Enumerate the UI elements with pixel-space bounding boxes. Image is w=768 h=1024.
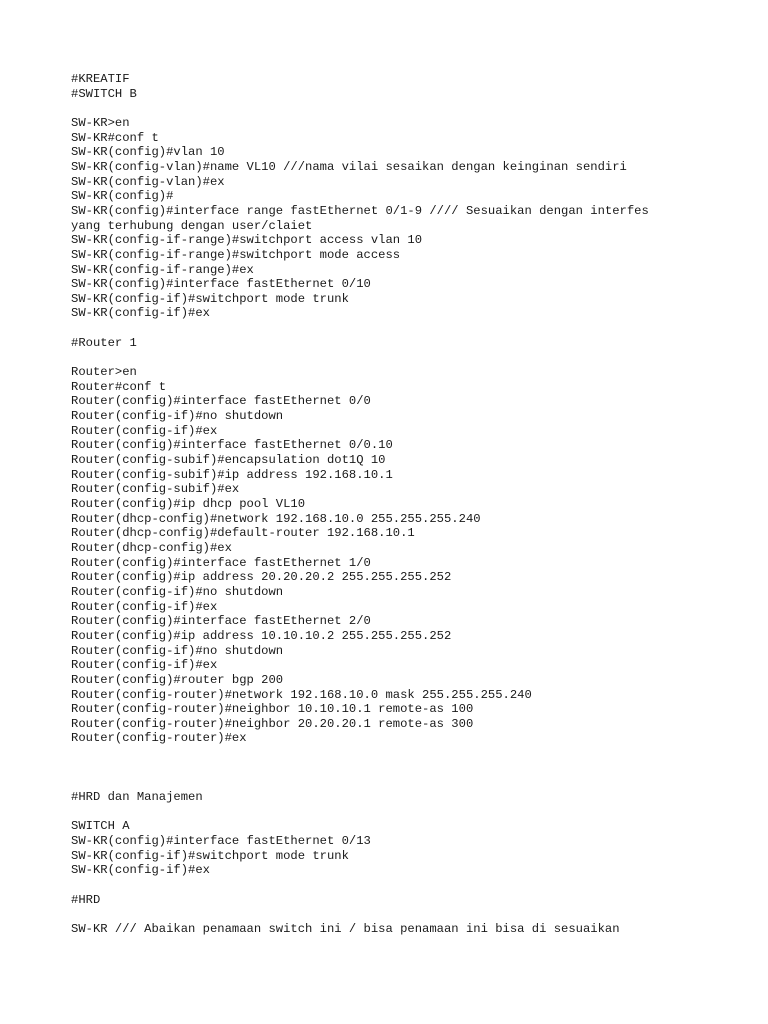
text-line: Router(config-if)#no shutdown <box>71 409 284 424</box>
text-line: SW-KR /// Abaikan penamaan switch ini / bisa penamaan ini bisa di sesuaikan <box>71 921 620 936</box>
text-line: Router(config-router)#neighbor 20.20.20.1 remote-as 300 <box>71 716 474 731</box>
text-line: Router(config)#ip address 10.10.10.2 255.255.255.252 <box>71 628 452 643</box>
text-line: Router(config-router)#network 192.168.10.0 mask 255.255.255.240 <box>71 687 532 702</box>
text-line <box>71 805 751 820</box>
text-line <box>71 878 751 893</box>
text-line <box>71 321 751 336</box>
text-line <box>71 907 751 922</box>
text-line: SW-KR(config-if-range)#switchport mode access <box>71 247 401 262</box>
document-page <box>71 72 751 937</box>
text-line: SW-KR(config)#vlan 10 <box>71 145 225 160</box>
text-line: #HRD <box>71 892 101 907</box>
text-line: Router#conf t <box>71 379 167 394</box>
text-line: SW-KR(config-if)#ex <box>71 863 210 878</box>
text-line: Router(dhcp-config)#network 192.168.10.0 255.255.255.240 <box>71 511 481 526</box>
text-line <box>71 350 751 365</box>
text-line: SW-KR(config-if-range)#switchport access vlan 10 <box>71 233 423 248</box>
text-line: SW-KR(config)#interface range fastEthernet 0/1-9 //// Sesuaikan dengan interfes <box>71 203 649 218</box>
text-line: SW-KR(config-vlan)#ex <box>71 174 225 189</box>
text-line <box>71 761 751 776</box>
text-line: SW-KR(config-vlan)#name VL10 ///nama vilai sesaikan dengan keinginan sendiri <box>71 159 627 174</box>
text-line: Router(config)#interface fastEthernet 1/0 <box>71 555 371 570</box>
text-line: SW-KR(config)#interface fastEthernet 0/13 <box>71 834 371 849</box>
text-line: Router(config-subif)#encapsulation dot1Q 10 <box>71 453 386 468</box>
text-line: Router(config)#interface fastEthernet 2/0 <box>71 614 371 629</box>
text-line: Router(config)#interface fastEthernet 0/0.10 <box>71 438 393 453</box>
text-line: Router(config-if)#ex <box>71 599 218 614</box>
text-line: SW-KR(config)#interface fastEthernet 0/10 <box>71 277 371 292</box>
text-line: Router(config-subif)#ip address 192.168.10.1 <box>71 467 393 482</box>
text-line: Router(config-router)#ex <box>71 731 247 746</box>
text-line: SW-KR#conf t <box>71 130 159 145</box>
text-line: SW-KR(config-if-range)#ex <box>71 262 254 277</box>
text-line <box>71 101 751 116</box>
text-line: #HRD dan Manajemen <box>71 790 203 805</box>
text-line: #KREATIF <box>71 72 130 86</box>
text-line: SW-KR(config-if)#switchport mode trunk <box>71 848 349 863</box>
text-line: Router(config)#interface fastEthernet 0/0 <box>71 394 371 409</box>
text-line: SW-KR(config-if)#ex <box>71 306 210 321</box>
text-line: #SWITCH B <box>71 86 137 101</box>
text-line: SW-KR(config)# <box>71 189 174 204</box>
text-line: Router(dhcp-config)#default-router 192.168.10.1 <box>71 526 415 541</box>
text-line: Router(config-if)#ex <box>71 423 218 438</box>
text-line: Router(config-if)#no shutdown <box>71 643 284 658</box>
text-line: Router>en <box>71 365 137 380</box>
text-line: Router(config-if)#no shutdown <box>71 584 284 599</box>
text-line <box>71 746 751 761</box>
text-line: Router(config)#ip dhcp pool VL10 <box>71 496 306 511</box>
text-line: Router(config)#router bgp 200 <box>71 672 284 687</box>
text-line: SW-KR(config-if)#switchport mode trunk <box>71 291 349 306</box>
text-line: SW-KR>en <box>71 115 130 130</box>
text-line: Router(config-if)#ex <box>71 658 218 673</box>
text-line: yang terhubung dengan user/claiet <box>71 218 313 233</box>
text-line: Router(config-router)#neighbor 10.10.10.1 remote-as 100 <box>71 702 474 717</box>
text-line: #Router 1 <box>71 335 137 350</box>
text-line: Router(dhcp-config)#ex <box>71 540 232 555</box>
text-line: Router(config-subif)#ex <box>71 482 240 497</box>
text-line: SWITCH A <box>71 819 130 834</box>
text-line <box>71 775 751 790</box>
text-line: Router(config)#ip address 20.20.20.2 255.255.255.252 <box>71 570 452 585</box>
